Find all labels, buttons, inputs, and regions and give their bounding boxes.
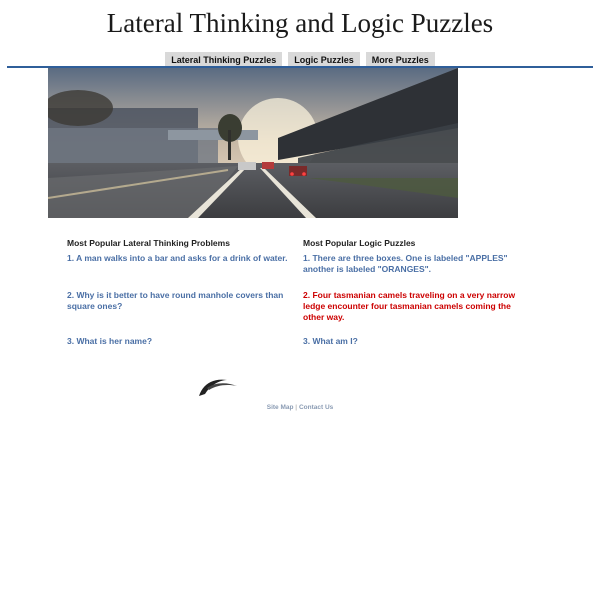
logic-item-2[interactable]: 2. Four tasmanian camels traveling on a very narrow ledge encounter four tasmanian camels coming the other way. (303, 290, 516, 322)
footer-separator: | (295, 404, 298, 411)
lateral-thinking-section (67, 238, 297, 346)
site-title: Lateral Thinking and Logic Puzzles (106, 8, 494, 38)
lateral-item-3[interactable]: 3. What is her name? (67, 336, 153, 346)
footer (0, 404, 600, 411)
nav-more-puzzles[interactable]: More Puzzles (366, 52, 435, 68)
logic-item-3[interactable]: 3. What am I? (303, 336, 358, 346)
logic-puzzles-section (303, 238, 518, 346)
contact-us-link[interactable]: Contact Us (298, 404, 334, 411)
banner-image (48, 68, 458, 218)
nav-logic-puzzles[interactable]: Logic Puzzles (288, 52, 360, 68)
lateral-section-title: Most Popular Lateral Thinking Problems (67, 238, 230, 248)
logic-section-title: Most Popular Logic Puzzles (303, 238, 416, 248)
lateral-item-1[interactable]: 1. A man walks into a bar and asks for a drink of water. (67, 253, 288, 263)
nav-lateral-thinking-puzzles[interactable]: Lateral Thinking Puzzles (165, 52, 282, 68)
site-logo (197, 374, 239, 398)
logic-item-1[interactable]: 1. There are three boxes. One is labeled "APPLES" another is labeled "ORANGES". (303, 253, 508, 274)
site-map-link[interactable]: Site Map (266, 404, 294, 411)
lateral-item-2[interactable]: 2. Why is it better to have round manhole covers than square ones? (67, 290, 284, 311)
